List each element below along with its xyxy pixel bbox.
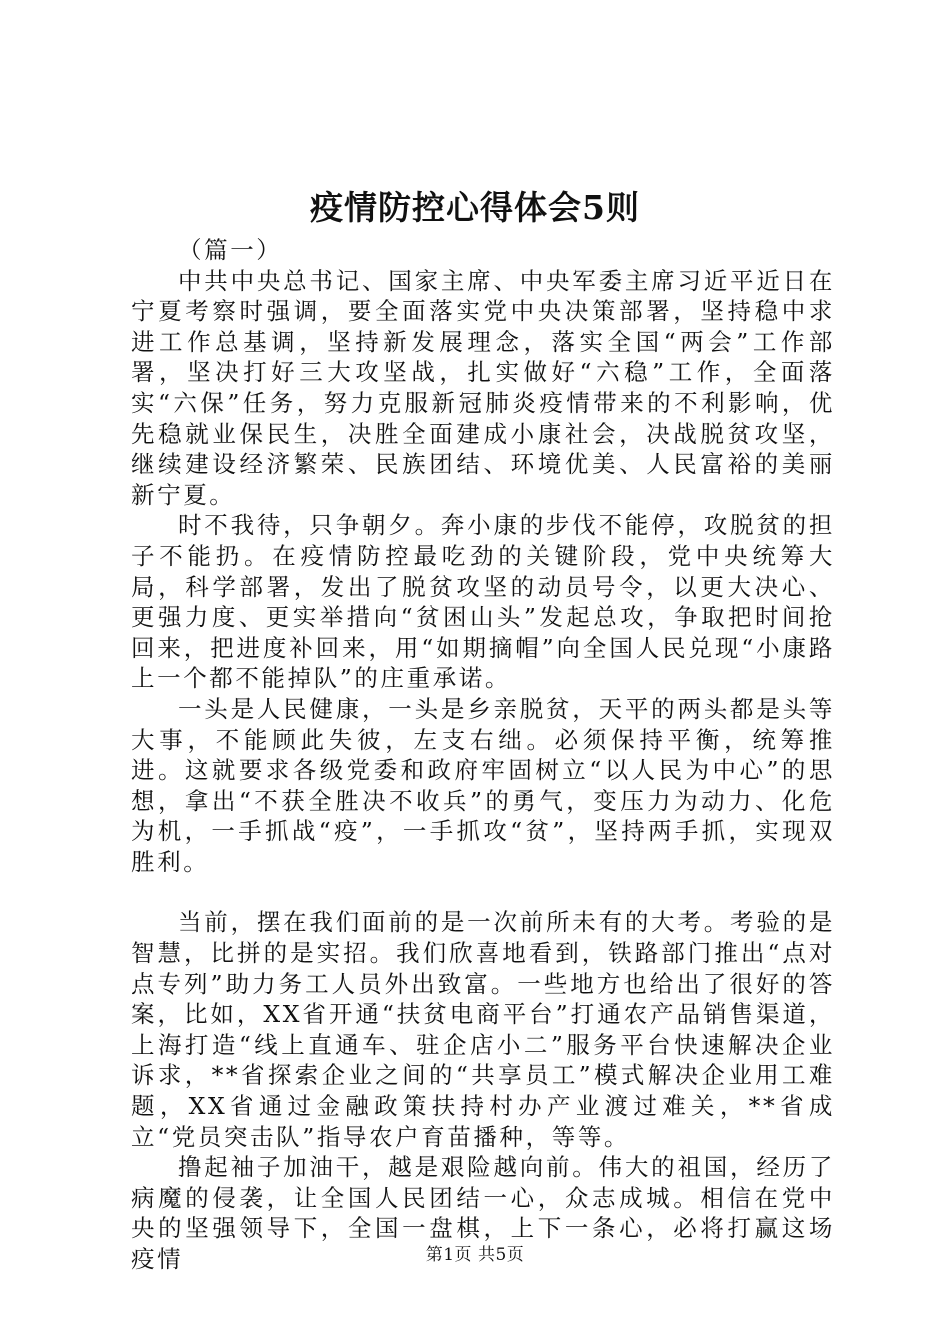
section-label: （篇一） bbox=[178, 236, 283, 264]
paragraph-5: 撸起袖子加油干，越是艰险越向前。伟大的祖国，经历了病魔的侵袭，让全国人民团结一心，众志成城。相信在党中央的坚强领导下，全国一盘棋，上下一条心，必将打赢这场疫情 bbox=[131, 1153, 835, 1273]
document-title: 疫情防控心得体会5则 bbox=[310, 188, 640, 227]
document-body bbox=[131, 235, 835, 1275]
paragraph-4: 当前，摆在我们面前的是一次前所未有的大考。考验的是智慧，比拼的是实招。我们欣喜地看到，铁路部门推出“点对点专列”助力务工人员外出致富。一些地方也给出了很好的答案，比如，XX省开通“扶贫电商平台”打通农产品销售渠道，上海打造“线上直通车、驻企店小二”服务平台快速解决企业诉求，**省探索企业之间的“共享员工”模式解决企业用工难题，XX省通过金融政策扶持村办产业渡过难关，**省成立“党员突击队”指导农户育苗播种，等等。 bbox=[131, 908, 835, 1151]
paragraph-3: 一头是人民健康，一头是乡亲脱贫，天平的两头都是头等大事，不能顾此失彼，左支右绌。必须保持平衡，统筹推进。这就要求各级党委和政府牢固树立“以人民为中心”的思想，拿出“不获全胜决不收兵”的勇气，变压力为动力、化危为机，一手抓战“疫”，一手抓攻“贫”，坚持两手抓，实现双胜利。 bbox=[131, 694, 835, 876]
page-footer: 第1页 共5页 bbox=[425, 1245, 525, 1265]
paragraph-1: 中共中央总书记、国家主席、中央军委主席习近平近日在宁夏考察时强调，要全面落实党中央决策部署，坚持稳中求进工作总基调，坚持新发展理念，落实全国“两会”工作部署，坚决打好三大攻坚战，扎实做好“六稳”工作，全面落实“六保”任务，努力克服新冠肺炎疫情带来的不利影响，优先稳就业保民生，决胜全面建成小康社会，决战脱贫攻坚，继续建设经济繁荣、民族团结、环境优美、人民富裕的美丽新宁夏。 bbox=[131, 266, 835, 509]
paragraph-2: 时不我待，只争朝夕。奔小康的步伐不能停，攻脱贫的担子不能扔。在疫情防控最吃劲的关键阶段，党中央统筹大局，科学部署，发出了脱贫攻坚的动员号令，以更大决心、更强力度、更实举措向“贫困山头”发起总攻，争取把时间抢回来，把进度补回来，用“如期摘帽”向全国人民兑现“小康路上一个都不能掉队”的庄重承诺。 bbox=[131, 511, 835, 693]
